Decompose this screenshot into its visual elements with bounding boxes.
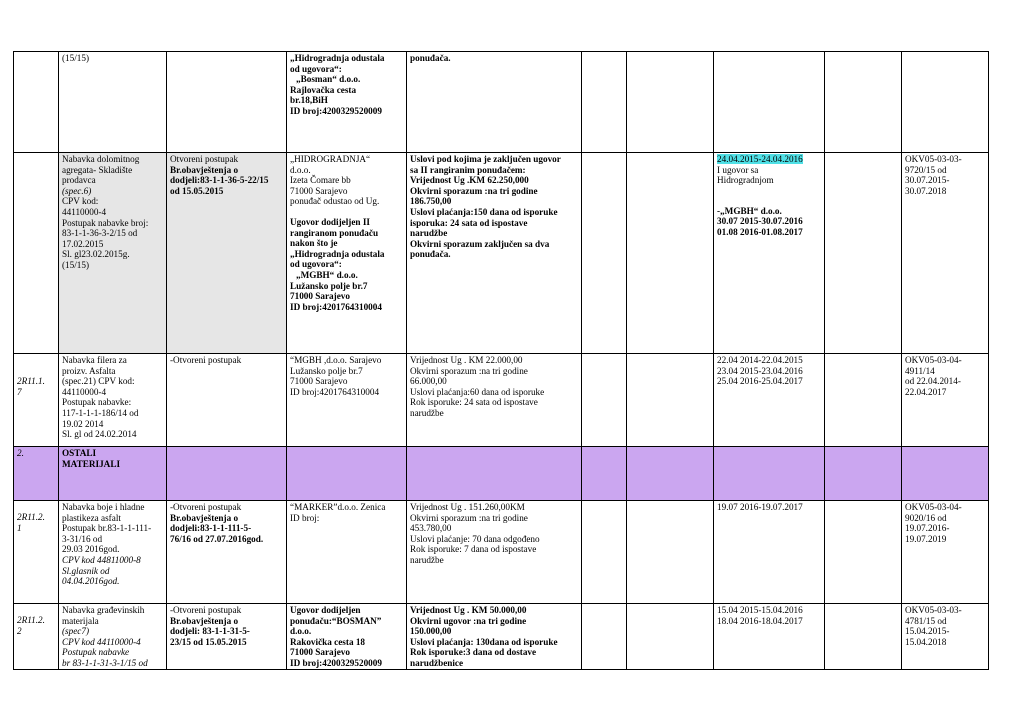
- empty-cell: [627, 604, 714, 670]
- period-cell: 19.07 2016-19.07.2017: [714, 501, 825, 604]
- empty-cell: [287, 447, 407, 501]
- item-number-cell: [14, 52, 59, 153]
- supplier-cell: „Hidrogradnja odustala od ugovora“: „Bosman“ d.o.o. Rajlovačka cesta br.18,BiH ID broj:4200329520009: [287, 52, 407, 153]
- description-cell: Nabavka boje i hladne plastikeza asfalt Postupak br.83-1-1-111- 3-31/16 od 29.03 2016god. CPV kod 44811000-8 Sl.glasnik od 04.04.2016god.: [59, 501, 167, 604]
- conditions-cell: Vrijednost Ug . KM 22.000,00 Okvirni sporazum :na tri godine 66.000,00 Uslovi plaćanja:60 dana od isporuke Rok isporuke: 24 sata od ispostave narudžbe: [407, 354, 582, 447]
- period-cell: 22.04 2014-22.04.2015 23.04 2015-23.04.2016 25.04 2016-25.04.2017: [714, 354, 825, 447]
- empty-cell: [825, 354, 902, 447]
- conditions-cell: Vrijednost Ug . KM 50.000,00 Okvirni ugovor :na tri godine 150.000,00 Uslovi plaćanja: 130dana od isporuke Rok isporuke:3 dana od dostave narudžbenice: [407, 604, 582, 670]
- empty-cell: [825, 447, 902, 501]
- item-number-cell: 2R11.2. 1: [14, 501, 59, 604]
- highlighted-period: 24.04.2015-24.04.2016: [717, 154, 803, 164]
- conditions-cell: Uslovi pod kojima je zaključen ugovor sa II rangiranim ponuđačem: Vrijednost Ug .KM 62.250,000 Okvirni sporazum :na tri godine 186.750,00 Uslovi plaćanja:150 dana od isporuke isporuka: 24 sata od ispostave narudžbe Okvirni sporazum zaključen sa dva ponuđača.: [407, 153, 582, 354]
- table-row: [14, 52, 989, 153]
- item-number-cell: 2R11.1. 7: [14, 354, 59, 447]
- section-header-row: [14, 447, 989, 501]
- empty-cell: [627, 501, 714, 604]
- period-cell: [714, 52, 825, 153]
- empty-cell: [825, 501, 902, 604]
- section-title-cell: OSTALI MATERIJALI: [59, 447, 167, 501]
- table-row: [14, 354, 989, 447]
- conditions-cell: Vrijednost Ug . 151.260,00KM Okvirni sporazum :na tri godine 453.780,00 Uslovi plaćanje: 70 dana odgođeno Rok isporuke: 7 dana od ispostave narudžbe: [407, 501, 582, 604]
- empty-cell: [825, 604, 902, 670]
- table-row: [14, 604, 989, 670]
- description-cell: (15/15): [59, 52, 167, 153]
- supplier-cell: “MARKER”d.o.o. Zenica ID broj:: [287, 501, 407, 604]
- description-cell: Nabavka građevinskih materijala (spec7) CPV kod 44110000-4 Postupak nabavke br 83-1-1-31-3-1/15 od: [59, 604, 167, 670]
- empty-cell: [582, 501, 627, 604]
- empty-cell: [627, 447, 714, 501]
- procedure-cell: -Otvoreni postupak: [167, 354, 287, 447]
- period-cell: 15.04 2015-15.04.2016 18.04 2016-18.04.2017: [714, 604, 825, 670]
- empty-cell: [825, 153, 902, 354]
- item-number-cell: 2.: [14, 447, 59, 501]
- contract-number-cell: OKV05-03-04- 4911/14 od 22.04.2014- 22.04.2017: [902, 354, 989, 447]
- empty-cell: [902, 447, 989, 501]
- period-cell: 24.04.2015-24.04.2016 I ugovor sa Hidrogradnjom -„MGBH“ d.o.o. 30.07 2015-30.07.2016 01.08 2016-01.08.2017: [714, 153, 825, 354]
- table-row: [14, 153, 989, 354]
- procedure-cell: Otvoreni postupak Br.obavještenja o dodjeli:83-1-1-36-5-22/15 od 15.05.2015: [167, 153, 287, 354]
- empty-cell: [627, 52, 714, 153]
- contract-number-cell: [902, 52, 989, 153]
- empty-cell: [627, 153, 714, 354]
- supplier-cell: “MGBH ,d.o.o. Sarajevo Lužansko polje br.7 71000 Sarajevo ID broj:4201764310004: [287, 354, 407, 447]
- empty-cell: [582, 153, 627, 354]
- empty-cell: [582, 354, 627, 447]
- item-number-cell: [14, 153, 59, 354]
- contract-number-cell: OKV05-03-04- 9020/16 od 19.07.2016- 19.07.2019: [902, 501, 989, 604]
- table-row: [14, 501, 989, 604]
- empty-cell: [582, 447, 627, 501]
- item-number-cell: 2R11.2. 2: [14, 604, 59, 670]
- contract-number-cell: OKV05-03-03- 4781/15 od 15.04.2015- 15.04.2018: [902, 604, 989, 670]
- supplier-cell: „HIDROGRADNJA“ d.o.o. Izeta Čomare bb 71000 Sarajevo ponuđač odustao od Ug. Ugovor dodijeljen II rangiranom ponuđaču nakon što je „Hidrogradnja odustala od ugovora“: „MGBH“ d.o.o. Lužansko polje br.7 71000 Sarajevo ID broj:4201764310004: [287, 153, 407, 354]
- procedure-cell: -Otvoreni postupak Br.obavještenja o dodjeli: 83-1-1-31-5- 23/15 od 15.05.2015: [167, 604, 287, 670]
- supplier-cell: Ugovor dodijeljen ponuđaču:“BOSMAN” d.o.o. Rakovička cesta 18 71000 Sarajevo ID broj:4200329520009: [287, 604, 407, 670]
- empty-cell: [825, 52, 902, 153]
- procedure-cell: -Otvoreni postupak Br.obavještenja o dodjeli:83-1-1-111-5- 76/16 od 27.07.2016god.: [167, 501, 287, 604]
- procurement-table: [13, 51, 989, 670]
- empty-cell: [627, 354, 714, 447]
- procedure-cell: [167, 52, 287, 153]
- description-cell: Nabavka filera za proizv. Asfalta (spec.21) CPV kod: 44110000-4 Postupak nabavke: 117-1-1-1-186/14 od 19.02 2014 Sl. gl od 24.02.2014: [59, 354, 167, 447]
- empty-cell: [582, 52, 627, 153]
- description-cell: Nabavka dolomitnog agregata- Skladište prodavca (spec.6) CPV kod: 44110000-4 Postupak nabavke broj: 83-1-1-36-3-2/15 od 17.02.2015 Sl. gl23.02.2015g. (15/15): [59, 153, 167, 354]
- conditions-cell: ponuđača.: [407, 52, 582, 153]
- empty-cell: [582, 604, 627, 670]
- empty-cell: [407, 447, 582, 501]
- empty-cell: [714, 447, 825, 501]
- contract-number-cell: OKV05-03-03- 9720/15 od 30.07.2015- 30.07.2018: [902, 153, 989, 354]
- empty-cell: [167, 447, 287, 501]
